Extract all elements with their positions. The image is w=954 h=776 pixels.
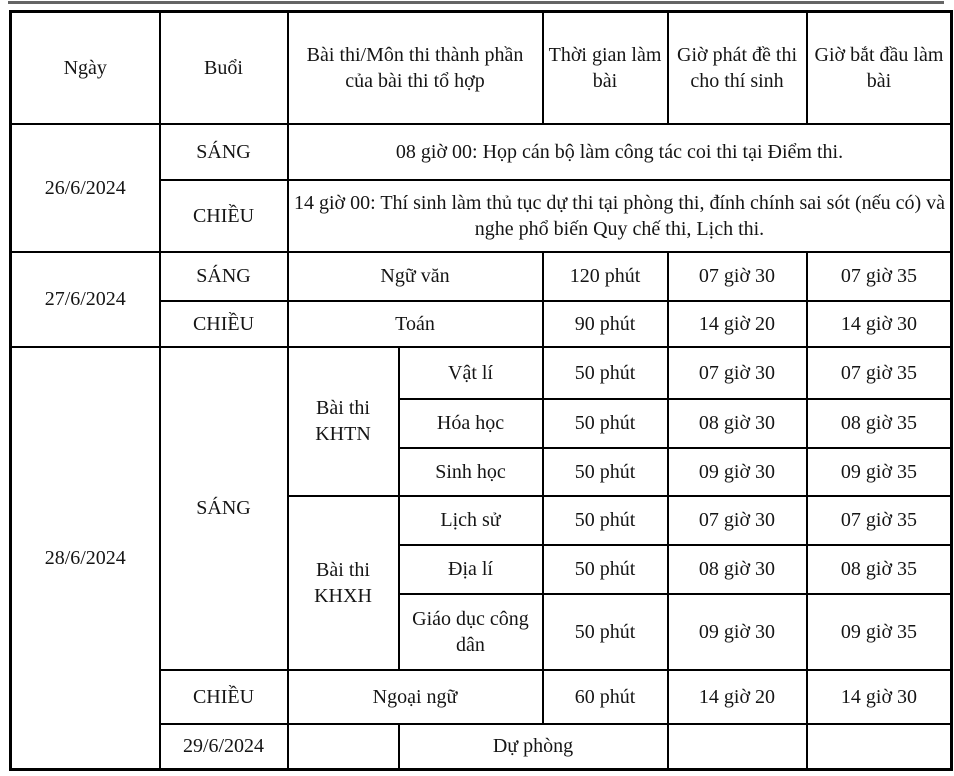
session-cell: CHIỀU [160, 301, 288, 347]
subject-cell: Hóa học [399, 399, 543, 448]
start-time-cell: 07 giờ 35 [807, 252, 952, 301]
col-header-baithi: Bài thi/Môn thi thành phần của bài thi tổ hợp [288, 12, 543, 124]
duration-cell: 50 phút [543, 347, 668, 399]
subject-cell: Ngữ văn [288, 252, 543, 301]
start-time-cell: 14 giờ 30 [807, 670, 952, 724]
subject-cell: Giáo dục công dân [399, 594, 543, 670]
scan-artifact-line [8, 1, 944, 4]
duration-cell: 90 phút [543, 301, 668, 347]
date-cell-29-6: 29/6/2024 [160, 724, 288, 770]
start-time-cell: 07 giờ 35 [807, 496, 952, 545]
handout-time-cell: 14 giờ 20 [668, 670, 807, 724]
duration-cell: 50 phút [543, 545, 668, 594]
duration-cell: 50 phút [543, 399, 668, 448]
handout-time-cell: 07 giờ 30 [668, 252, 807, 301]
session-cell: SÁNG [160, 124, 288, 180]
start-time-cell: 08 giờ 35 [807, 399, 952, 448]
duration-cell: 60 phút [543, 670, 668, 724]
handout-time-cell: 07 giờ 30 [668, 347, 807, 399]
handout-time-cell: 09 giờ 30 [668, 594, 807, 670]
handout-time-cell: 14 giờ 20 [668, 301, 807, 347]
session-cell: CHIỀU [160, 180, 288, 252]
session-cell: CHIỀU [160, 670, 288, 724]
session-note-cell: 14 giờ 00: Thí sinh làm thủ tục dự thi tại phòng thi, đính chính sai sót (nếu có) và nghe phổ biến Quy chế thi, Lịch thi. [288, 180, 952, 252]
subject-cell: Sinh học [399, 448, 543, 496]
row-27-sang [11, 252, 952, 301]
date-cell-27-6: 27/6/2024 [11, 252, 160, 347]
row-28-vatli [11, 347, 952, 399]
handout-time-cell: 08 giờ 30 [668, 399, 807, 448]
header-row [11, 12, 952, 124]
col-header-thoigian: Thời gian làm bài [543, 12, 668, 124]
date-cell-26-6: 26/6/2024 [11, 124, 160, 252]
duration-cell: 50 phút [543, 448, 668, 496]
duration-cell: 50 phút [543, 496, 668, 545]
start-time-cell: 09 giờ 35 [807, 594, 952, 670]
date-cell-28-6: 28/6/2024 [11, 347, 160, 770]
start-time-cell: 14 giờ 30 [807, 301, 952, 347]
session-note-cell: 08 giờ 00: Họp cán bộ làm công tác coi thi tại Điểm thi. [288, 124, 952, 180]
start-time-cell: 07 giờ 35 [807, 347, 952, 399]
col-header-buoi: Buổi [160, 12, 288, 124]
session-cell: SÁNG [160, 252, 288, 301]
empty-cell [668, 724, 807, 770]
subject-cell: Dự phòng [399, 724, 668, 770]
duration-cell: 120 phút [543, 252, 668, 301]
empty-cell [288, 724, 399, 770]
start-time-cell: 09 giờ 35 [807, 448, 952, 496]
row-26-sang [11, 124, 952, 180]
handout-time-cell: 08 giờ 30 [668, 545, 807, 594]
subject-cell: Ngoại ngữ [288, 670, 543, 724]
duration-cell: 50 phút [543, 594, 668, 670]
session-cell: SÁNG [160, 347, 288, 670]
handout-time-cell: 07 giờ 30 [668, 496, 807, 545]
subject-cell: Toán [288, 301, 543, 347]
empty-cell [807, 724, 952, 770]
exam-schedule-table [9, 10, 953, 771]
subject-cell: Địa lí [399, 545, 543, 594]
col-header-ngay: Ngày [11, 12, 160, 124]
handout-time-cell: 09 giờ 30 [668, 448, 807, 496]
exam-group-cell-khtn: Bài thi KHTN [288, 347, 399, 496]
subject-cell: Vật lí [399, 347, 543, 399]
start-time-cell: 08 giờ 35 [807, 545, 952, 594]
col-header-giophat: Giờ phát đề thi cho thí sinh [668, 12, 807, 124]
exam-group-cell-khxh: Bài thi KHXH [288, 496, 399, 670]
subject-cell: Lịch sử [399, 496, 543, 545]
col-header-giobatdau: Giờ bắt đầu làm bài [807, 12, 952, 124]
